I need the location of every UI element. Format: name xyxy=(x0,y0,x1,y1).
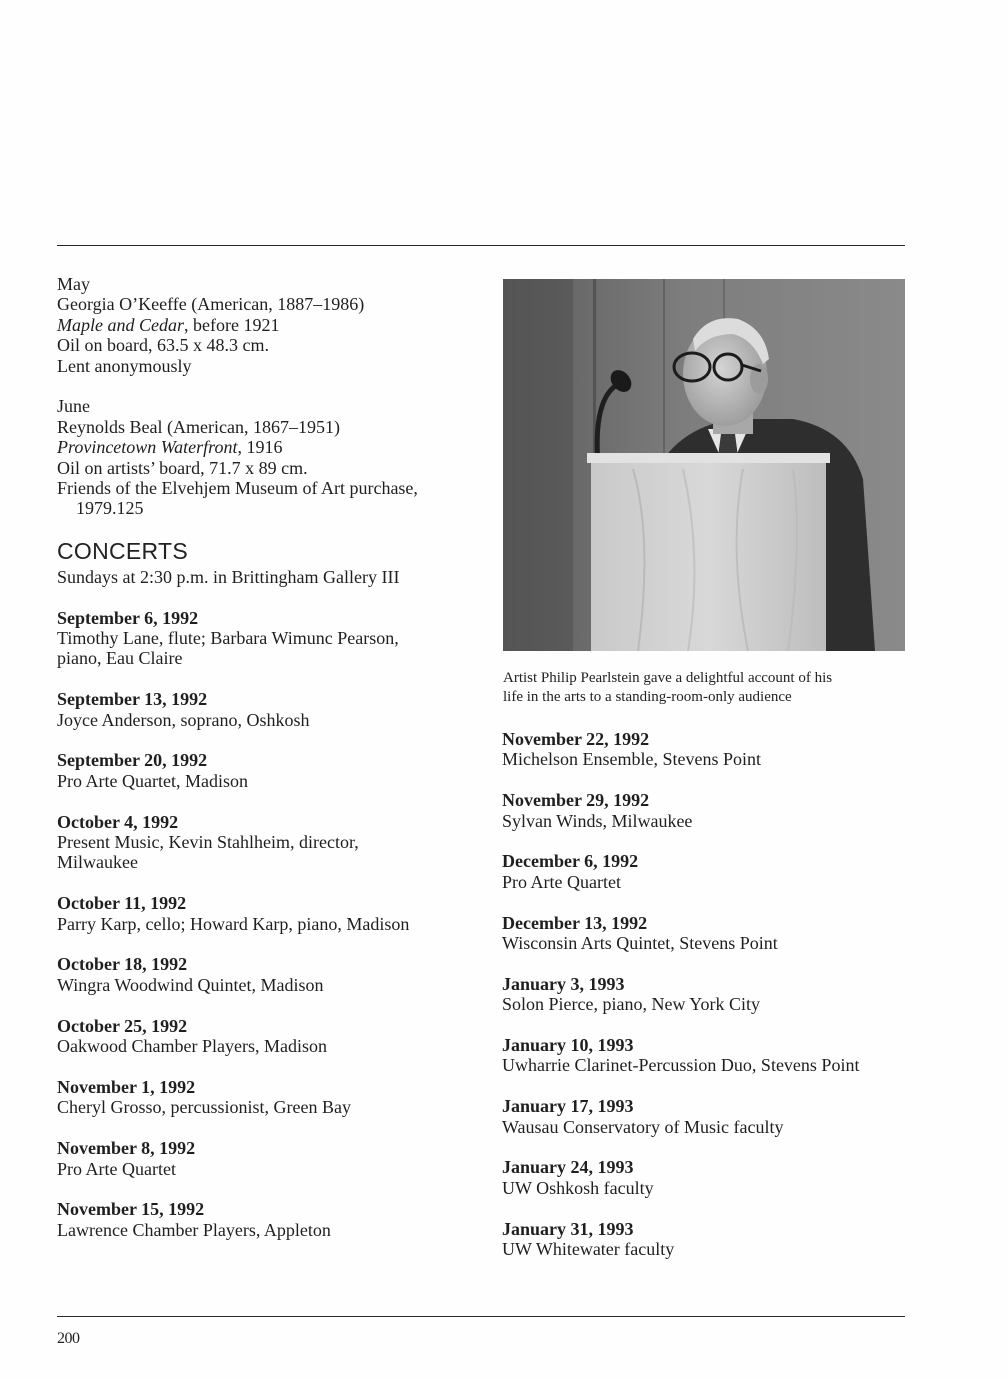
concert-performers: Michelson Ensemble, Stevens Point xyxy=(502,749,761,770)
caption-line: life in the arts to a standing-room-only audience xyxy=(503,688,792,705)
caption-line: Artist Philip Pearlstein gave a delightful account of his xyxy=(503,670,833,686)
concert-item xyxy=(502,974,907,1015)
exhibit-medium: Oil on artists’ board, 71.7 x 89 cm. xyxy=(57,457,308,478)
concert-performers: piano, Eau Claire xyxy=(57,648,183,669)
exhibit-artist: Georgia O’Keeffe (American, 1887–1986) xyxy=(57,294,365,315)
concert-performers: UW Oshkosh faculty xyxy=(502,1177,654,1198)
photo-caption xyxy=(503,669,905,706)
exhibit-month: May xyxy=(57,274,90,294)
concert-item xyxy=(57,689,477,730)
concert-performers: Present Music, Kevin Stahlheim, director, xyxy=(57,832,359,853)
concert-item xyxy=(502,913,907,954)
section-title: CONCERTS xyxy=(57,537,189,564)
concert-date: January 17, 1993 xyxy=(502,1096,634,1117)
exhibit-item xyxy=(57,274,477,376)
concert-performers: Sylvan Winds, Milwaukee xyxy=(502,810,693,831)
concert-item xyxy=(502,1157,907,1198)
exhibit-month: June xyxy=(57,396,90,417)
exhibit-date: , 1916 xyxy=(237,437,283,458)
concert-performers: Pro Arte Quartet xyxy=(57,1158,176,1179)
concert-performers: Milwaukee xyxy=(57,852,138,873)
concert-item xyxy=(502,790,907,831)
concert-item xyxy=(502,851,907,892)
concert-item xyxy=(57,812,477,873)
section-subtitle: Sundays at 2:30 p.m. in Brittingham Gallery III xyxy=(57,566,400,587)
concert-performers: Timothy Lane, flute; Barbara Wimunc Pearson, xyxy=(57,628,399,649)
concert-performers: Joyce Anderson, soprano, Oshkosh xyxy=(57,709,310,730)
concert-performers: Cheryl Grosso, percussionist, Green Bay xyxy=(57,1097,351,1118)
concert-performers: Pro Arte Quartet, Madison xyxy=(57,770,248,791)
concert-item xyxy=(57,750,477,791)
concert-date: November 8, 1992 xyxy=(57,1138,196,1159)
concert-list-left xyxy=(57,608,477,1240)
concert-date: November 15, 1992 xyxy=(57,1199,205,1220)
concert-date: December 13, 1992 xyxy=(502,912,648,933)
left-column xyxy=(57,274,477,1240)
concert-item xyxy=(57,954,477,995)
concert-item xyxy=(502,1035,907,1076)
top-rule xyxy=(57,245,905,246)
concert-date: October 18, 1992 xyxy=(57,954,188,975)
concert-date: January 10, 1993 xyxy=(502,1035,634,1056)
concert-item xyxy=(57,893,477,934)
concert-performers: Uwharrie Clarinet-Percussion Duo, Stevens Point xyxy=(502,1055,860,1076)
concert-performers: UW Whitewater faculty xyxy=(502,1239,675,1260)
concert-date: September 13, 1992 xyxy=(57,689,208,710)
exhibit-date: , before 1921 xyxy=(183,314,280,335)
page-number: 200 xyxy=(57,1330,80,1347)
concert-date: December 6, 1992 xyxy=(502,851,639,872)
concert-item xyxy=(502,729,907,770)
exhibit-title-line xyxy=(57,437,477,457)
exhibit-item xyxy=(57,396,477,518)
concert-date: October 11, 1992 xyxy=(57,893,187,914)
speaker-photo xyxy=(503,279,905,651)
concert-date: January 31, 1993 xyxy=(502,1218,634,1239)
concert-performers: Oakwood Chamber Players, Madison xyxy=(57,1036,327,1057)
exhibit-credit: Friends of the Elvehjem Museum of Art purchase, xyxy=(57,478,418,499)
concert-date: September 20, 1992 xyxy=(57,750,208,771)
concert-date: November 29, 1992 xyxy=(502,790,650,811)
exhibit-title: Provincetown Waterfront xyxy=(57,437,238,458)
concert-item xyxy=(57,1077,477,1118)
concert-date: November 22, 1992 xyxy=(502,729,650,749)
bottom-rule xyxy=(57,1316,905,1317)
concert-performers: Wausau Conservatory of Music faculty xyxy=(502,1116,784,1137)
concert-item xyxy=(57,608,477,669)
concert-item xyxy=(57,1016,477,1057)
concert-performers: Lawrence Chamber Players, Appleton xyxy=(57,1219,331,1240)
exhibit-artist: Reynolds Beal (American, 1867–1951) xyxy=(57,416,340,437)
concert-date: January 24, 1993 xyxy=(502,1157,634,1178)
exhibit-medium: Oil on board, 63.5 x 48.3 cm. xyxy=(57,335,269,356)
concert-item xyxy=(57,1199,477,1240)
exhibit-credit-number: 1979.125 xyxy=(76,498,144,519)
concert-item xyxy=(502,1219,907,1260)
concert-performers: Wingra Woodwind Quintet, Madison xyxy=(57,974,324,995)
exhibit-title: Maple and Cedar xyxy=(57,314,184,335)
concert-performers: Parry Karp, cello; Howard Karp, piano, Madison xyxy=(57,913,410,934)
concert-date: October 4, 1992 xyxy=(57,811,179,832)
concert-date: January 3, 1993 xyxy=(502,973,625,994)
concert-date: November 1, 1992 xyxy=(57,1076,196,1097)
concert-item xyxy=(502,1096,907,1137)
exhibit-credit: Lent anonymously xyxy=(57,355,192,376)
concert-performers: Pro Arte Quartet xyxy=(502,871,621,892)
concert-list-right xyxy=(502,729,907,1259)
concert-date: October 25, 1992 xyxy=(57,1015,188,1036)
concert-date: September 6, 1992 xyxy=(57,607,199,628)
exhibit-title-line xyxy=(57,315,477,335)
concert-performers: Wisconsin Arts Quintet, Stevens Point xyxy=(502,933,778,954)
concert-item xyxy=(57,1138,477,1179)
concert-performers: Solon Pierce, piano, New York City xyxy=(502,994,760,1015)
